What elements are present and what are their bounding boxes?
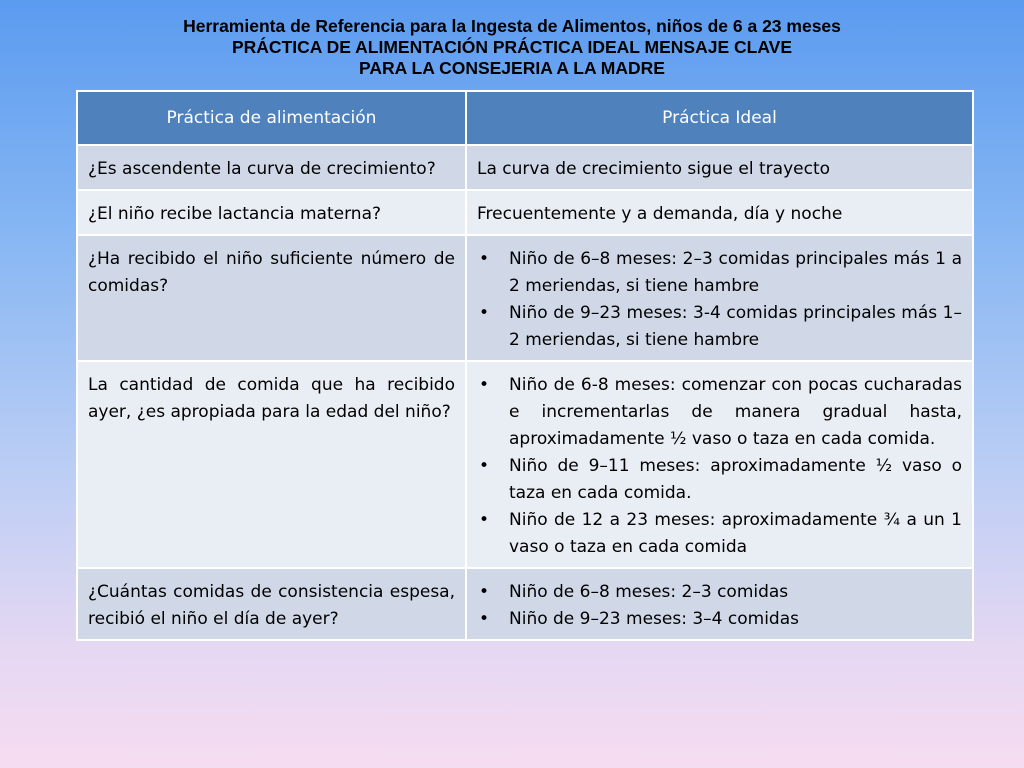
table-row	[77, 145, 973, 190]
question-cell: ¿Es ascendente la curva de crecimiento?	[77, 145, 466, 190]
title-line-2: PRÁCTICA DE ALIMENTACIÓN PRÁCTICA IDEAL MENSAJE CLAVE	[231, 37, 793, 57]
title-line-1: Herramienta de Referencia para la Ingesta de Alimentos, niños de 6 a 23 meses	[183, 16, 841, 36]
list-item-text: Niño de 6–8 meses: 2–3 comidas	[509, 582, 789, 602]
table-row	[77, 235, 973, 361]
list-item	[477, 579, 962, 606]
bullet-list	[477, 246, 962, 354]
slide-title	[0, 16, 1024, 79]
table-row	[77, 190, 973, 235]
answer-cell: La curva de crecimiento sigue el trayecto	[466, 145, 973, 190]
header-row	[77, 91, 973, 145]
list-item-text: Niño de 6-8 meses: comenzar con pocas cucharadas e incrementarlas de manera gradual hasta, aproximadamente ½ vaso o taza en cada comida.	[509, 375, 962, 449]
table-row	[77, 568, 973, 640]
bullet-icon: •	[479, 375, 490, 395]
answer-cell	[466, 361, 973, 568]
bullet-icon: •	[479, 582, 490, 602]
header-feeding-practice: Práctica de alimentación	[77, 91, 466, 145]
question-cell: ¿Ha recibido el niño suficiente número de comidas?	[77, 235, 466, 361]
list-item	[477, 453, 962, 507]
answer-cell: Frecuentemente y a demanda, día y noche	[466, 190, 973, 235]
table-row	[77, 361, 973, 568]
question-cell: La cantidad de comida que ha recibido ayer, ¿es apropiada para la edad del niño?	[77, 361, 466, 568]
list-item	[477, 300, 962, 354]
bullet-icon: •	[479, 456, 490, 476]
list-item-text: Niño de 9–23 meses: 3–4 comidas	[509, 609, 799, 629]
feeding-reference-table	[76, 90, 974, 641]
list-item-text: Niño de 12 a 23 meses: aproximadamente ¾ a un 1 vaso o taza en cada comida	[509, 510, 962, 557]
bullet-icon: •	[479, 303, 490, 323]
list-item	[477, 372, 962, 453]
bullet-list	[477, 372, 962, 561]
answer-cell	[466, 568, 973, 640]
list-item	[477, 507, 962, 561]
list-item-text: Niño de 6–8 meses: 2–3 comidas principales más 1 a 2 meriendas, si tiene hambre	[509, 249, 962, 296]
question-cell: ¿Cuántas comidas de consistencia espesa, recibió el niño el día de ayer?	[77, 568, 466, 640]
header-ideal-practice: Práctica Ideal	[466, 91, 973, 145]
question-cell: ¿El niño recibe lactancia materna?	[77, 190, 466, 235]
bullet-icon: •	[479, 609, 490, 629]
bullet-icon: •	[479, 510, 490, 530]
bullet-list	[477, 579, 962, 633]
list-item	[477, 246, 962, 300]
answer-cell	[466, 235, 973, 361]
bullet-icon: •	[479, 249, 490, 269]
title-line-3: PARA LA CONSEJERIA A LA MADRE	[359, 58, 665, 78]
list-item-text: Niño de 9–23 meses: 3-4 comidas principales más 1–2 meriendas, si tiene hambre	[509, 303, 962, 350]
list-item	[477, 606, 962, 633]
list-item-text: Niño de 9–11 meses: aproximadamente ½ vaso o taza en cada comida.	[509, 456, 962, 503]
